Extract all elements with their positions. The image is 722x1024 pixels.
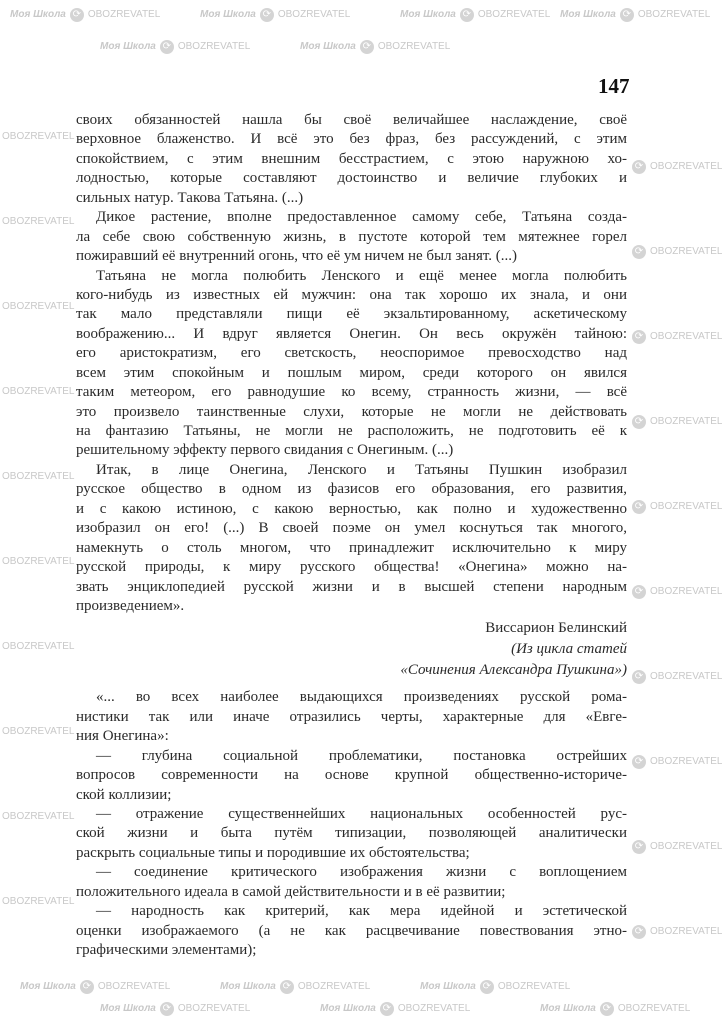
attribution-source-title: «Сочинения Александра Пушкина») [400, 662, 627, 679]
watermark [2, 470, 74, 484]
text-line: своих обязанностей нашла бы своё величайшее наслаждение, своё [76, 112, 627, 128]
watermark-brand: OBOZREVATEL [2, 811, 75, 822]
text-line: воображению... И вдруг является Онегин. Он весь окружён тайною: [76, 325, 627, 342]
watermark-logo-icon: ⟳ [380, 1002, 394, 1016]
watermark-logo-icon: ⟳ [632, 500, 646, 514]
watermark [632, 670, 722, 684]
text-line: — народность как критерий, как мера идейной и эстетической [96, 903, 627, 920]
text-line: — соединение критического изображения жизни с воплощением [96, 864, 627, 881]
watermark [632, 330, 722, 344]
belinsky-excerpt [76, 111, 627, 616]
watermark-logo-icon: ⟳ [632, 415, 646, 429]
text-line: нистики так или иначе отразились черты, характерные для «Евге- [76, 708, 627, 725]
watermark-brand: OBOZREVATEL [87, 9, 161, 20]
watermark-logo-icon: ⟳ [632, 330, 646, 344]
paragraph [76, 863, 627, 902]
watermark-brand: OBOZREVATEL [97, 981, 171, 992]
watermark-brand: OBOZREVATEL [397, 1003, 471, 1014]
watermark-logo-icon: ⟳ [280, 980, 294, 994]
text-line: графическими элементами); [76, 942, 257, 959]
watermark-logo-icon: ⟳ [632, 160, 646, 174]
watermark-brand: OBOZREVATEL [650, 841, 722, 852]
watermark [2, 130, 74, 144]
watermark-logo-icon: ⟳ [632, 840, 646, 854]
watermark-brand: OBOZREVATEL [2, 896, 75, 907]
text-line: положительного идеала в самой действительности и в её развитии; [76, 883, 506, 900]
watermark-brand: OBOZREVATEL [650, 161, 722, 172]
page-body [76, 111, 627, 961]
watermark [2, 385, 74, 399]
watermark [220, 980, 370, 994]
text-line: раскрыть социальные типы и породившие их обстоятельства; [76, 844, 470, 861]
text-line: ла себе свою собственную жизнь, в пустоте которой тем мятежнее горел [76, 228, 627, 245]
watermark-logo-icon: ⟳ [260, 8, 274, 22]
watermark-school: Моя Школа [540, 1003, 596, 1014]
text-line: сильных натур. Такова Татьяна. (...) [76, 189, 304, 206]
watermark-brand: OBOZREVATEL [477, 9, 551, 20]
text-line: ской коллизии; [76, 786, 172, 803]
watermark [560, 8, 710, 22]
watermark [2, 215, 74, 229]
paragraph [76, 902, 627, 960]
text-line: ния Онегина»: [76, 728, 169, 745]
watermark-logo-icon: ⟳ [460, 8, 474, 22]
text-line: русской природы, к миру русского общества! «Онегина» можно на- [76, 559, 627, 576]
text-line: — отражение существеннейших национальных особенностей рус- [96, 806, 627, 822]
text-line: намекнуть о столь многом, что принадлежит исключительно к миру [76, 539, 627, 556]
watermark-school: Моя Школа [200, 9, 256, 20]
watermark [400, 8, 550, 22]
watermark [100, 40, 250, 54]
watermark [20, 980, 170, 994]
text-line: Дикое растение, вполне предоставленное самому себе, Татьяна созда- [96, 209, 627, 226]
paragraph [76, 208, 627, 266]
text-line: звать энциклопедией русской жизни и в высшей степени народным [76, 578, 627, 595]
paragraph [76, 461, 627, 617]
text-line: и с какою истиною, с какою верностью, как полно и художественно [76, 500, 627, 517]
watermark-brand: OBOZREVATEL [650, 246, 722, 257]
text-line: таким метеором, его равнодушие ко всему, странность жизни, — всё [76, 384, 627, 401]
text-line: «... во всех наиболее выдающихся произведениях русской рома- [96, 689, 627, 706]
watermark [200, 8, 350, 22]
text-line: произведением». [76, 597, 185, 614]
watermark-brand: OBOZREVATEL [650, 756, 722, 767]
text-line: кого-нибудь из известных ей мужчин: она так хорошо их знала, и они [76, 286, 627, 303]
text-line: лодностью, которые составляют достоинство и величие глубоких и [76, 170, 627, 187]
watermark-brand: OBOZREVATEL [650, 671, 722, 682]
text-line: ской жизни и быта путём типизации, позволяющей аналитически [76, 825, 627, 842]
text-line: всем этим спокойным и пошлым миром, среди которого он явился [76, 364, 627, 381]
text-line: верховное блаженство. И всё это без фраз, без рассуждений, с этим [76, 131, 627, 148]
watermark-brand: OBOZREVATEL [650, 416, 722, 427]
watermark-brand: OBOZREVATEL [2, 471, 75, 482]
text-line: Итак, в лице Онегина, Ленского и Татьяны Пушкин изобразил [96, 461, 627, 478]
watermark-logo-icon: ⟳ [70, 8, 84, 22]
watermark-school: Моя Школа [560, 9, 616, 20]
watermark [300, 40, 450, 54]
watermark-logo-icon: ⟳ [632, 585, 646, 599]
text-line: оценки изображаемого (а не как расцвечивание повествования этно- [76, 922, 627, 939]
watermark [632, 925, 722, 939]
text-line: русское общество в одном из фазисов его образования, его развития, [76, 481, 627, 498]
watermark [10, 8, 160, 22]
critic-quote [76, 688, 627, 960]
watermark-brand: OBOZREVATEL [2, 216, 75, 227]
watermark [632, 500, 722, 514]
watermark [632, 755, 722, 769]
text-line: так мало представляли пищи её экзальтированному, аскетическому [76, 306, 627, 323]
page-number: 147 [598, 74, 630, 98]
watermark [632, 840, 722, 854]
watermark [2, 895, 74, 909]
watermark-logo-icon: ⟳ [632, 925, 646, 939]
watermark [320, 1002, 470, 1016]
text-line: спокойствием, с этим внешним бесстрастием, с этою наружною хо- [76, 150, 627, 167]
watermark-brand: OBOZREVATEL [497, 981, 571, 992]
text-line: это произвело таинственные слухи, которые не могли не действовать [76, 403, 627, 420]
attribution-author: Виссарион Белинский [485, 620, 627, 637]
watermark-school: Моя Школа [220, 981, 276, 992]
watermark-school: Моя Школа [10, 9, 66, 20]
watermark-logo-icon: ⟳ [632, 755, 646, 769]
watermark-brand: OBOZREVATEL [177, 1003, 251, 1014]
attribution-source: (Из цикла статей [511, 641, 627, 658]
watermark-school: Моя Школа [100, 41, 156, 52]
text-line: вопросов современности на основе крупной общественно-историче- [76, 767, 627, 784]
paragraph [76, 688, 627, 746]
attribution [76, 619, 627, 682]
paragraph [76, 111, 627, 208]
watermark-school: Моя Школа [20, 981, 76, 992]
watermark-brand: OBOZREVATEL [617, 1003, 691, 1014]
watermark-school: Моя Школа [100, 1003, 156, 1014]
watermark-brand: OBOZREVATEL [377, 41, 451, 52]
watermark-brand: OBOZREVATEL [650, 331, 722, 342]
text-line: — глубина социальной проблематики, постановка острейших [96, 747, 627, 764]
watermark-brand: OBOZREVATEL [650, 501, 722, 512]
watermark-school: Моя Школа [300, 41, 356, 52]
watermark-brand: OBOZREVATEL [2, 556, 75, 567]
watermark-logo-icon: ⟳ [160, 40, 174, 54]
watermark-brand: OBOZREVATEL [2, 301, 75, 312]
text-line: Татьяна не могла полюбить Ленского и ещё менее могла полюбить [96, 267, 627, 284]
watermark [632, 585, 722, 599]
text-line: его аристократизм, его светскость, неоспоримое превосходство над [76, 345, 627, 362]
watermark-logo-icon: ⟳ [160, 1002, 174, 1016]
watermark-brand: OBOZREVATEL [2, 131, 75, 142]
watermark-logo-icon: ⟳ [632, 245, 646, 259]
watermark-brand: OBOZREVATEL [637, 9, 711, 20]
watermark-brand: OBOZREVATEL [2, 726, 75, 737]
watermark-brand: OBOZREVATEL [177, 41, 251, 52]
paragraph [76, 747, 627, 805]
watermark [2, 555, 74, 569]
watermark-logo-icon: ⟳ [480, 980, 494, 994]
watermark [100, 1002, 250, 1016]
watermark-logo-icon: ⟳ [80, 980, 94, 994]
watermark [2, 640, 74, 654]
text-line: пожиравший её внутренний огонь, что её ум ничем не был занят. (...) [76, 248, 518, 265]
watermark-logo-icon: ⟳ [360, 40, 374, 54]
watermark-logo-icon: ⟳ [632, 670, 646, 684]
watermark-school: Моя Школа [320, 1003, 376, 1014]
watermark [420, 980, 570, 994]
watermark-logo-icon: ⟳ [620, 8, 634, 22]
text-line: на фантазию Татьяны, не могли не расположить, не подготовить её к [76, 423, 627, 439]
watermark [2, 810, 74, 824]
paragraph [76, 267, 627, 461]
watermark-school: Моя Школа [400, 9, 456, 20]
watermark-brand: OBOZREVATEL [650, 926, 722, 937]
paragraph [76, 805, 627, 863]
watermark-brand: OBOZREVATEL [297, 981, 371, 992]
watermark [632, 415, 722, 429]
text-line: решительному эффекту первого свидания с Онегиным. (...) [76, 442, 454, 459]
watermark [2, 725, 74, 739]
watermark [540, 1002, 690, 1016]
watermark-brand: OBOZREVATEL [277, 9, 351, 20]
watermark-school: Моя Школа [420, 981, 476, 992]
watermark [632, 245, 722, 259]
watermark [632, 160, 722, 174]
text-line: изобразил он его! (...) В своей поэме он умел коснуться так многого, [76, 520, 627, 537]
watermark-brand: OBOZREVATEL [2, 386, 75, 397]
watermark-logo-icon: ⟳ [600, 1002, 614, 1016]
watermark-brand: OBOZREVATEL [2, 641, 75, 652]
watermark-brand: OBOZREVATEL [650, 586, 722, 597]
watermark [2, 300, 74, 314]
